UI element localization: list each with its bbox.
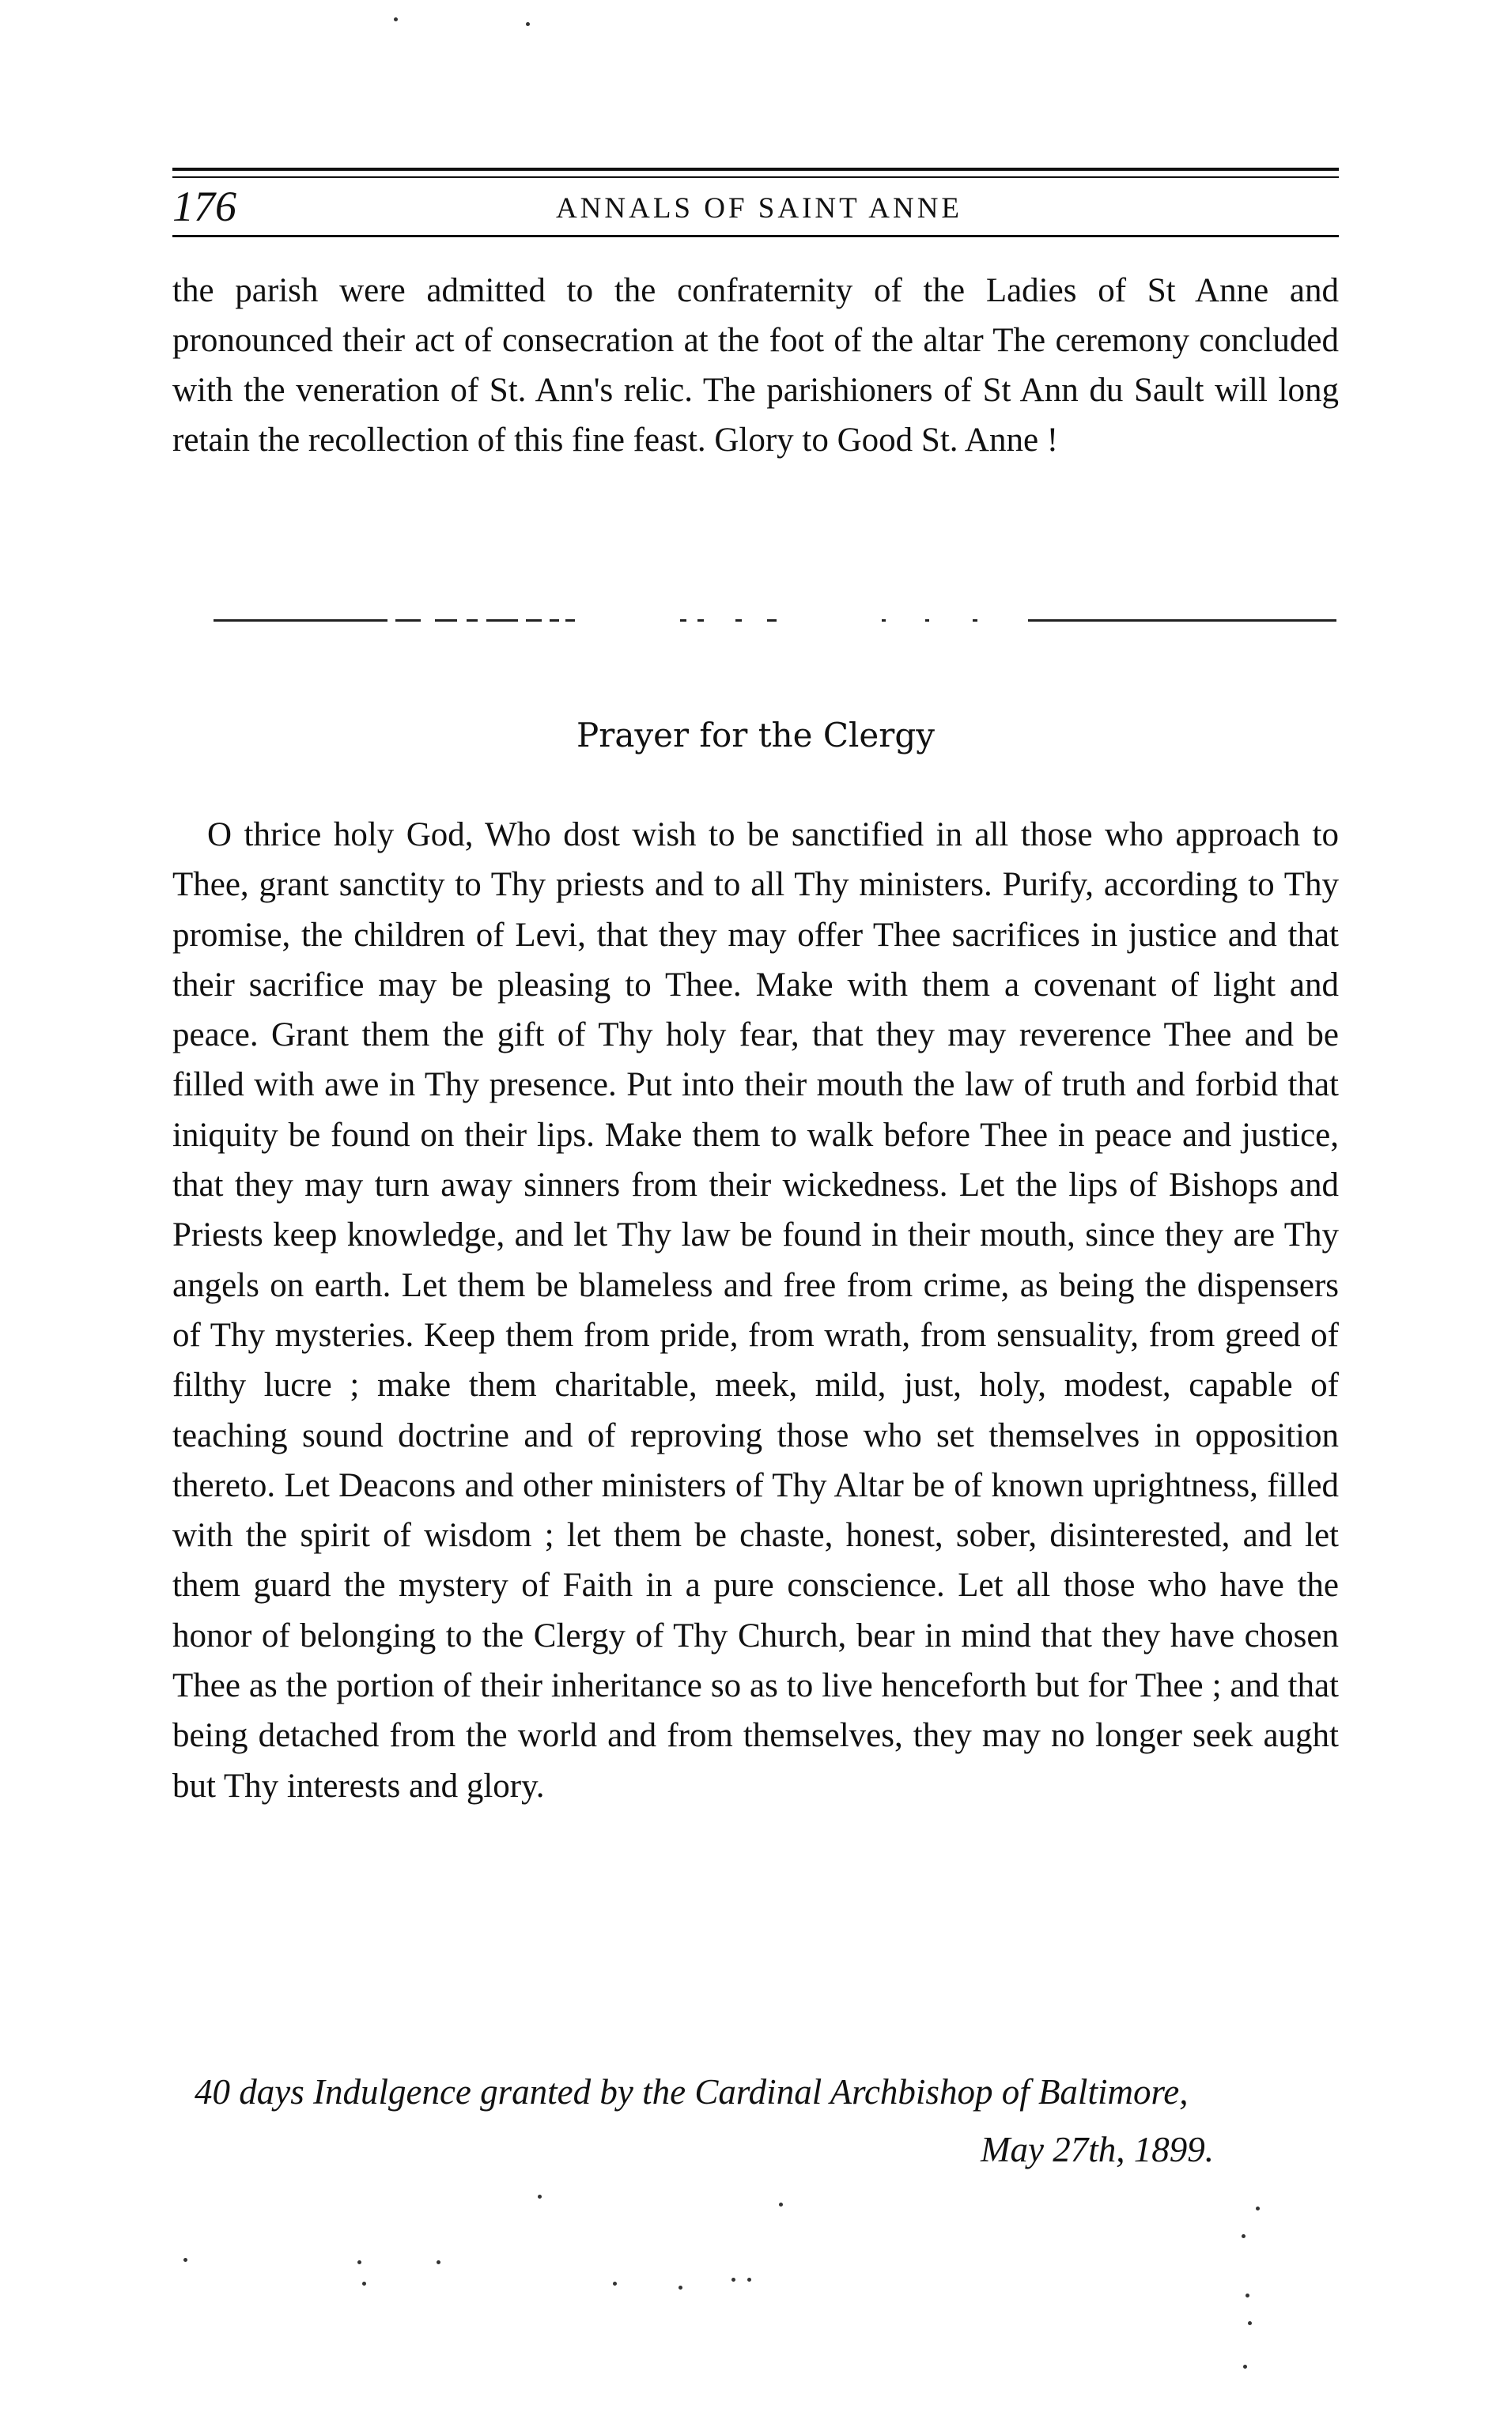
- header-rule: [172, 235, 1339, 237]
- ink-speck: [1256, 2207, 1260, 2210]
- ink-speck: [1248, 2321, 1252, 2325]
- ink-speck: [526, 22, 530, 26]
- ink-speck: [362, 2282, 366, 2286]
- ink-speck: [357, 2260, 361, 2264]
- section-divider: [214, 613, 1336, 630]
- prayer-title: Prayer for the Clergy: [576, 716, 935, 754]
- ink-speck: [394, 17, 398, 21]
- continued-paragraph: the parish were admitted to the confraternity of the Ladies of St Anne and pronounced their act of consecration at the foot of the altar The ceremony concluded with the veneration of St. Ann's relic. The parishioners of St Ann du Sault will long retain the recollection of this fine feast. Glory to Good St. Anne !: [172, 272, 1339, 459]
- prayer-body: O thrice holy God, Who dost wish to be sanctified in all those who approach to Thee, grant sanctity to Thy priests and to all Thy ministers. Purify, according to Thy promise, the children of Levi, that they may offer Thee sacrifices in justice and that their sacrifice may be pleasing to Thee. Make with them a covenant of light and peace. Grant them the gift of Thy holy fear, that they may reverence Thee and be filled with awe in Thy presence. Put into their mouth the law of truth and forbid that iniquity be found on their lips. Make them to walk before Thee in peace and justice, that they may turn away sinners from their wickedness. Let the lips of Bishops and Priests keep knowledge, and let Thy law be found in their mouth, since they are Thy angels on earth. Let them be blameless and free from crime, as being the dispensers of Thy mysteries. Keep them from pride, from wrath, from sensuality, from greed of filthy lucre ; make them charitable, meek, mild, just, holy, modest, capable of teaching sound doctrine and of reproving those who set themselves in opposition thereto. Let Deacons and other ministers of Thy Altar be of known uprightness, filled with the spirit of wisdom ; let them be chaste, honest, sober, disinterested, and let them guard the mystery of Faith in a pure conscience. Let all those who have the honor of belonging to the Clergy of Thy Church, bear in mind that they have chosen Thee as the portion of their inheritance so as to live henceforth but for Thee ; and that being detached from the world and from themselves, they may no longer seek aught but Thy interests and glory.: [172, 816, 1339, 1805]
- ink-speck: [437, 2260, 440, 2264]
- ink-speck: [779, 2203, 783, 2207]
- indulgence-date: May 27th, 1899.: [981, 2130, 1214, 2169]
- ink-speck: [747, 2278, 751, 2282]
- running-head: ANNALS OF SAINT ANNE: [555, 192, 963, 225]
- ink-speck: [1242, 2234, 1246, 2238]
- ink-speck: [1243, 2365, 1247, 2369]
- top-rule: [172, 168, 1339, 171]
- ink-speck: [183, 2258, 187, 2262]
- ink-speck: [1246, 2294, 1249, 2297]
- ink-speck: [538, 2195, 542, 2199]
- ink-speck: [613, 2282, 617, 2286]
- ink-speck: [679, 2286, 682, 2290]
- ink-speck: [731, 2278, 735, 2282]
- indulgence-note: 40 days Indulgence granted by the Cardinal Archbishop of Baltimore,: [195, 2072, 1189, 2112]
- top-rule-thin: [172, 176, 1339, 178]
- page-number: 176: [172, 183, 236, 230]
